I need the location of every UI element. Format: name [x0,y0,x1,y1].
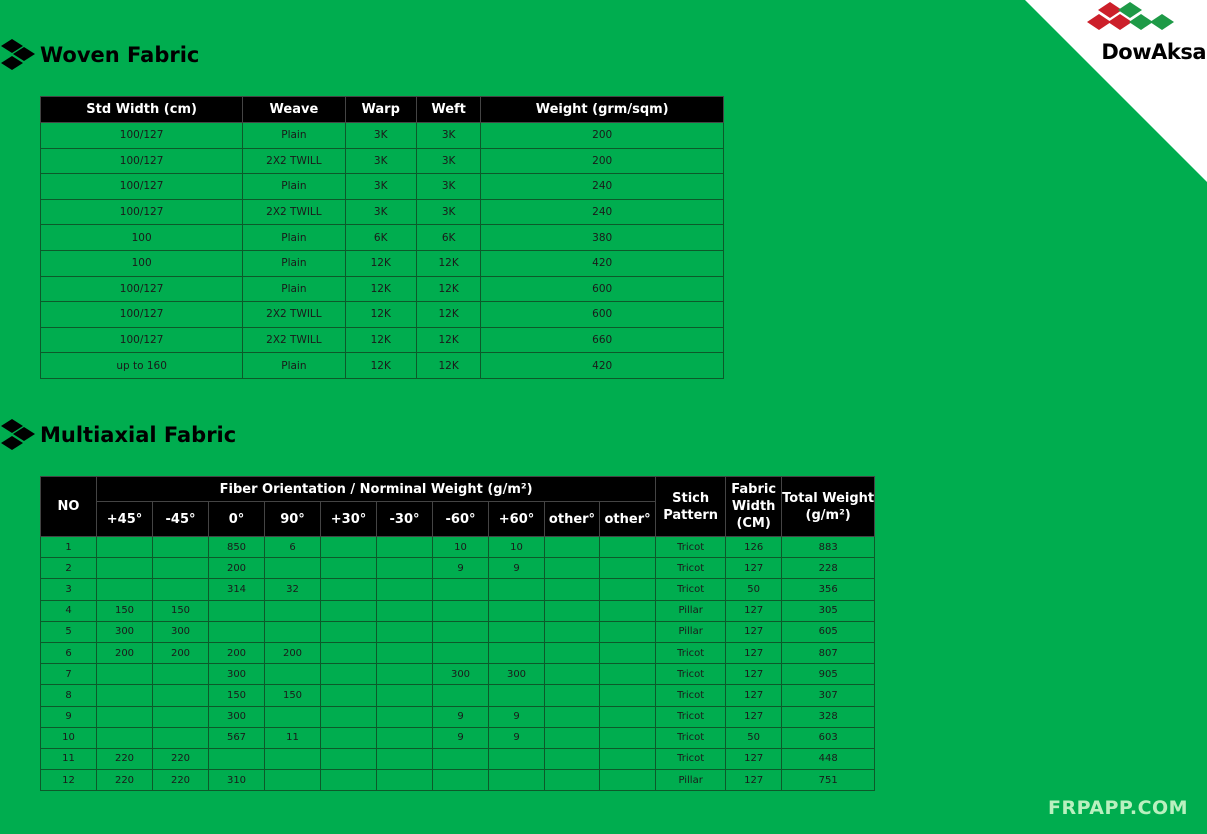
table-cell: 100/127 [41,276,243,302]
table-cell: 2X2 TWILL [243,148,345,174]
table-row [41,327,724,353]
table-cell: 600 [481,302,724,328]
table-cell [265,748,321,769]
table-cell [600,579,656,600]
table-cell [97,664,153,685]
table-cell [321,770,377,791]
table-cell [433,579,489,600]
table-cell [489,748,545,769]
diamond-bullet-icon [0,38,36,72]
table-cell: 100/127 [41,199,243,225]
table-cell: 200 [265,642,321,663]
table-cell: 100/127 [41,148,243,174]
col-weight: Weight (grm/sqm) [481,97,724,123]
table-cell: 9 [433,727,489,748]
table-cell: 605 [782,621,875,642]
table-cell: 11 [41,748,97,769]
table-cell: Tricot [656,727,726,748]
table-cell: 100 [41,225,243,251]
table-cell: Pillar [656,770,726,791]
table-row [41,748,875,769]
table-cell: 100 [41,250,243,276]
table-cell [600,621,656,642]
table-cell [97,706,153,727]
table-row [41,353,724,379]
table-cell: 150 [209,685,265,706]
table-row [41,174,724,200]
woven-title: Woven Fabric [40,43,200,67]
table-cell [545,664,600,685]
table-cell: 751 [782,770,875,791]
table-cell: 126 [726,537,782,558]
table-row [41,706,875,727]
table-cell: 127 [726,770,782,791]
table-cell: 11 [265,727,321,748]
table-cell: 100/127 [41,302,243,328]
table-cell: 100/127 [41,174,243,200]
table-cell [377,579,433,600]
table-row [41,250,724,276]
table-cell: 12K [416,327,480,353]
table-cell: 300 [209,706,265,727]
table-cell: 660 [481,327,724,353]
table-cell: 9 [489,558,545,579]
table-cell [433,685,489,706]
table-cell [545,600,600,621]
table-cell: 12K [416,302,480,328]
table-cell: 9 [433,706,489,727]
table-cell [600,642,656,663]
col-total-weight: Total Weight (g/m²) [782,477,875,537]
table-cell: 420 [481,250,724,276]
table-cell: 420 [481,353,724,379]
table-cell: 127 [726,706,782,727]
table-row [41,558,875,579]
col-no: NO [41,477,97,537]
table-cell [377,537,433,558]
table-cell [97,579,153,600]
col-weft: Weft [416,97,480,123]
table-cell [545,579,600,600]
table-cell [153,727,209,748]
table-cell [321,664,377,685]
table-cell: 9 [489,727,545,748]
table-cell [377,685,433,706]
table-cell: 50 [726,579,782,600]
table-cell: 12 [41,770,97,791]
table-cell: 127 [726,664,782,685]
table-cell [377,664,433,685]
table-cell: 807 [782,642,875,663]
table-cell: Plain [243,353,345,379]
multiaxial-section-header [0,418,236,452]
table-cell [433,748,489,769]
table-cell: 7 [41,664,97,685]
table-cell: 3K [345,199,416,225]
table-cell [153,579,209,600]
table-cell [600,706,656,727]
table-row [41,302,724,328]
table-cell: 356 [782,579,875,600]
table-cell [153,685,209,706]
logo-text: DowAksa [1101,40,1206,64]
table-cell: 220 [153,748,209,769]
table-cell [265,770,321,791]
table-cell: 883 [782,537,875,558]
table-cell [600,664,656,685]
table-cell: 220 [153,770,209,791]
table-cell [600,685,656,706]
col-warp: Warp [345,97,416,123]
table-cell [321,748,377,769]
table-cell [545,642,600,663]
table-cell [321,600,377,621]
table-cell [489,685,545,706]
table-cell: 314 [209,579,265,600]
table-cell: 200 [153,642,209,663]
table-cell: 9 [41,706,97,727]
table-cell [545,748,600,769]
table-cell [265,621,321,642]
table-cell: 850 [209,537,265,558]
table-cell [600,600,656,621]
col-orient-plus30: +30° [321,502,377,537]
table-row [41,770,875,791]
table-cell [321,706,377,727]
table-cell: 380 [481,225,724,251]
table-cell [545,537,600,558]
dowaksa-logo [1027,0,1207,90]
table-cell: 3K [416,174,480,200]
table-cell: Tricot [656,706,726,727]
table-cell [265,600,321,621]
table-cell: 1 [41,537,97,558]
table-cell: 300 [209,664,265,685]
table-cell [97,558,153,579]
table-cell: 200 [481,123,724,149]
table-cell: Tricot [656,685,726,706]
table-cell [153,537,209,558]
table-cell [209,748,265,769]
multiaxial-title: Multiaxial Fabric [40,423,237,447]
table-cell: 2X2 TWILL [243,302,345,328]
table-cell: 9 [489,706,545,727]
table-cell [153,664,209,685]
table-cell: Tricot [656,558,726,579]
table-cell: 240 [481,199,724,225]
table-row [41,642,875,663]
table-cell [377,558,433,579]
table-cell: 10 [433,537,489,558]
table-cell: 12K [345,250,416,276]
col-orient-minus45: -45° [153,502,209,537]
table-row [41,148,724,174]
table-cell [97,537,153,558]
table-cell: 200 [209,642,265,663]
table-cell [321,558,377,579]
woven-section-header [0,38,199,72]
table-cell: 6 [265,537,321,558]
table-cell: 6 [41,642,97,663]
table-cell [265,664,321,685]
table-cell [433,642,489,663]
table-cell: 300 [433,664,489,685]
table-cell: 2 [41,558,97,579]
table-cell [600,748,656,769]
table-cell [600,558,656,579]
table-cell [377,642,433,663]
table-cell [433,621,489,642]
diamond-bullet-icon [0,418,36,452]
table-cell [97,685,153,706]
multiaxial-fabric-table [40,476,875,791]
table-row [41,685,875,706]
table-cell: 3K [345,123,416,149]
table-cell: 3K [416,123,480,149]
table-cell [489,642,545,663]
table-cell: 448 [782,748,875,769]
table-cell: 603 [782,727,875,748]
table-cell [377,600,433,621]
table-cell: Plain [243,174,345,200]
table-cell: 3K [416,148,480,174]
table-row [41,199,724,225]
table-cell: 200 [481,148,724,174]
table-row [41,600,875,621]
table-cell [545,621,600,642]
table-cell [489,600,545,621]
table-cell [377,621,433,642]
diamond-logo-icon [1085,2,1175,38]
table-cell: 2X2 TWILL [243,327,345,353]
col-std-width: Std Width (cm) [41,97,243,123]
table-cell: Tricot [656,537,726,558]
table-cell: 12K [345,353,416,379]
table-row [41,579,875,600]
table-cell: 310 [209,770,265,791]
table-cell: Tricot [656,642,726,663]
table-cell: Plain [243,123,345,149]
table-cell: 8 [41,685,97,706]
table-cell: 9 [433,558,489,579]
table-cell [377,770,433,791]
table-cell: 300 [489,664,545,685]
table-cell: 228 [782,558,875,579]
table-cell: 600 [481,276,724,302]
col-orient-other-1: other° [545,502,600,537]
table-cell: 12K [416,353,480,379]
table-cell: 12K [416,276,480,302]
col-orient-plus60: +60° [489,502,545,537]
table-cell: up to 160 [41,353,243,379]
table-cell [489,770,545,791]
table-row [41,664,875,685]
col-orient-other-2: other° [600,502,656,537]
table-cell [97,727,153,748]
table-cell: 307 [782,685,875,706]
table-row [41,225,724,251]
table-cell: 2X2 TWILL [243,199,345,225]
table-cell: 3K [416,199,480,225]
table-cell: 127 [726,685,782,706]
table-cell [600,727,656,748]
col-orient-minus60: -60° [433,502,489,537]
table-row [41,276,724,302]
table-cell [265,706,321,727]
watermark-frpapp: FRPAPP.COM [1048,797,1189,819]
table-cell [321,642,377,663]
table-cell [377,706,433,727]
table-cell: 200 [97,642,153,663]
table-cell [321,685,377,706]
table-cell: 150 [265,685,321,706]
table-cell [489,579,545,600]
table-cell: Plain [243,276,345,302]
table-cell: 127 [726,748,782,769]
table-row [41,537,875,558]
col-orient-minus30: -30° [377,502,433,537]
col-stich-pattern: Stich Pattern [656,477,726,537]
table-cell: Plain [243,225,345,251]
col-weave: Weave [243,97,345,123]
col-fabric-width: Fabric Width (CM) [726,477,782,537]
table-cell: 3K [345,174,416,200]
table-cell: Pillar [656,600,726,621]
table-cell: 3K [345,148,416,174]
table-cell: 32 [265,579,321,600]
table-cell [377,727,433,748]
table-cell: 12K [416,250,480,276]
table-cell [321,621,377,642]
col-fiber-orientation: Fiber Orientation / Norminal Weight (g/m²) [97,477,656,502]
table-cell [600,537,656,558]
table-row [41,621,875,642]
table-cell [209,600,265,621]
woven-fabric-table [40,96,724,379]
table-cell: 300 [153,621,209,642]
table-cell: 12K [345,302,416,328]
table-cell: 4 [41,600,97,621]
table-cell: 220 [97,770,153,791]
col-orient-90: 90° [265,502,321,537]
table-cell: Tricot [656,579,726,600]
table-cell: 127 [726,558,782,579]
table-cell [545,770,600,791]
table-cell: Tricot [656,664,726,685]
table-cell [433,600,489,621]
table-cell: 127 [726,642,782,663]
table-cell: 100/127 [41,327,243,353]
table-cell: 305 [782,600,875,621]
table-cell [433,770,489,791]
table-cell: 3 [41,579,97,600]
table-cell: 328 [782,706,875,727]
table-cell [153,558,209,579]
col-orient-plus45: +45° [97,502,153,537]
table-cell: 220 [97,748,153,769]
table-cell: 50 [726,727,782,748]
table-cell: Plain [243,250,345,276]
table-cell: 300 [97,621,153,642]
table-cell: 150 [97,600,153,621]
table-cell: 127 [726,621,782,642]
table-cell: 240 [481,174,724,200]
table-cell [545,727,600,748]
table-cell: 905 [782,664,875,685]
table-cell: 200 [209,558,265,579]
table-row [41,727,875,748]
table-row [41,123,724,149]
table-cell: 10 [489,537,545,558]
table-cell [600,770,656,791]
table-cell [545,685,600,706]
table-cell [321,537,377,558]
table-cell: Tricot [656,748,726,769]
table-cell: Pillar [656,621,726,642]
table-cell: 567 [209,727,265,748]
table-cell [321,727,377,748]
col-orient-0: 0° [209,502,265,537]
table-cell [377,748,433,769]
table-cell: 150 [153,600,209,621]
table-cell [321,579,377,600]
table-cell: 10 [41,727,97,748]
table-cell: 127 [726,600,782,621]
table-cell: 5 [41,621,97,642]
table-cell [489,621,545,642]
table-cell [209,621,265,642]
table-cell [545,558,600,579]
table-cell: 6K [416,225,480,251]
table-cell: 12K [345,327,416,353]
table-cell [545,706,600,727]
table-cell: 6K [345,225,416,251]
table-cell [265,558,321,579]
table-cell: 12K [345,276,416,302]
table-cell [153,706,209,727]
table-cell: 100/127 [41,123,243,149]
